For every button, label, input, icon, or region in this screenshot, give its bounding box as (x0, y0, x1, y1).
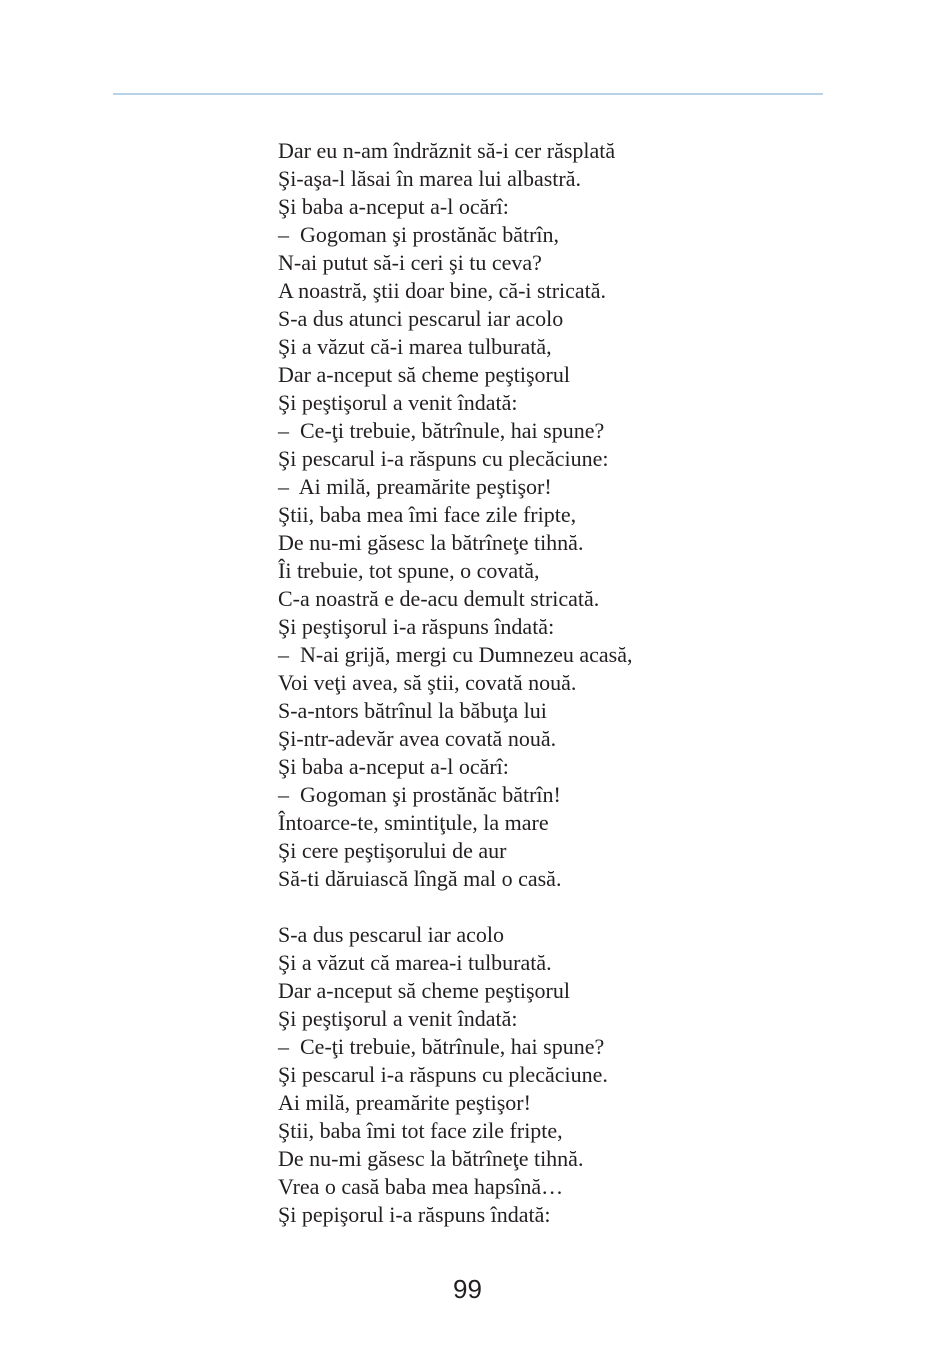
poem-line: Şi-ntr-adevăr avea covată nouă. (278, 726, 557, 751)
poem-line: Şi a văzut că-i marea tulburată, (278, 334, 552, 359)
poem-line: – Gogoman şi prostănăc bătrîn! (278, 782, 561, 807)
poem-line: N-ai putut să-i ceri şi tu ceva? (278, 250, 542, 275)
poem-line: Dar a-nceput să cheme peştişorul (278, 978, 570, 1003)
poem-line: A noastră, ştii doar bine, că-i stricată. (278, 278, 607, 303)
page-number: 99 (453, 1274, 482, 1304)
poem-line: – Ai milă, preamărite peştişor! (278, 474, 552, 499)
poem-line: Şi peştişorul i-a răspuns îndată: (278, 614, 555, 639)
poem-line: Dar eu n-am îndrăznit să-i cer răsplată (278, 138, 616, 163)
poem-line: Şi cere peştişorului de aur (278, 838, 507, 863)
poem-line: S-a dus pescarul iar acolo (278, 922, 505, 947)
poem-line: C-a noastră e de-acu demult stricată. (278, 586, 600, 611)
stanza (278, 921, 633, 1229)
poem-line: Voi veţi avea, să ştii, covată nouă. (278, 670, 577, 695)
poem-text (278, 137, 633, 1229)
poem-line: Şi peştişorul a venit îndată: (278, 1006, 518, 1031)
poem-line: Şi a văzut că marea-i tulburată. (278, 950, 552, 975)
poem-line: S-a-ntors bătrînul la băbuţa lui (278, 698, 547, 723)
poem-line: Şi baba a-nceput a-l ocărî: (278, 194, 509, 219)
poem-line: Întoarce-te, smintiţule, la mare (278, 810, 549, 835)
poem-line: Ştii, baba mea îmi face zile fripte, (278, 502, 577, 527)
poem-line: De nu-mi găsesc la bătrîneţe tihnă. (278, 530, 584, 555)
poem-line: Ştii, baba îmi tot face zile fripte, (278, 1118, 563, 1143)
poem-line: Şi pepişorul i-a răspuns îndată: (278, 1202, 551, 1227)
header-rule (113, 93, 823, 95)
poem-line: Şi pescarul i-a răspuns cu plecăciune. (278, 1062, 608, 1087)
poem-line: Îi trebuie, tot spune, o covată, (278, 558, 540, 583)
poem-line: – Ce-ţi trebuie, bătrînule, hai spune? (278, 418, 605, 443)
stanza (278, 137, 633, 893)
poem-line: Şi peştişorul a venit îndată: (278, 390, 518, 415)
poem-line: Şi baba a-nceput a-l ocărî: (278, 754, 509, 779)
poem-line: Ai milă, preamărite peştişor! (278, 1090, 531, 1115)
poem-line: De nu-mi găsesc la bătrîneţe tihnă. (278, 1146, 584, 1171)
poem-line: Şi-aşa-l lăsai în marea lui albastră. (278, 166, 581, 191)
poem-line: Să-ti dăruiască lîngă mal o casă. (278, 866, 562, 891)
poem-line: – Ce-ţi trebuie, bătrînule, hai spune? (278, 1034, 605, 1059)
poem-line: – Gogoman şi prostănăc bătrîn, (278, 222, 560, 247)
poem-line: – N-ai grijă, mergi cu Dumnezeu acasă, (278, 642, 633, 667)
poem-line: Şi pescarul i-a răspuns cu plecăciune: (278, 446, 609, 471)
poem-line: Vrea o casă baba mea hapsînă… (278, 1174, 564, 1199)
poem-line: Dar a-nceput să cheme peştişorul (278, 362, 570, 387)
poem-line: S-a dus atunci pescarul iar acolo (278, 306, 564, 331)
